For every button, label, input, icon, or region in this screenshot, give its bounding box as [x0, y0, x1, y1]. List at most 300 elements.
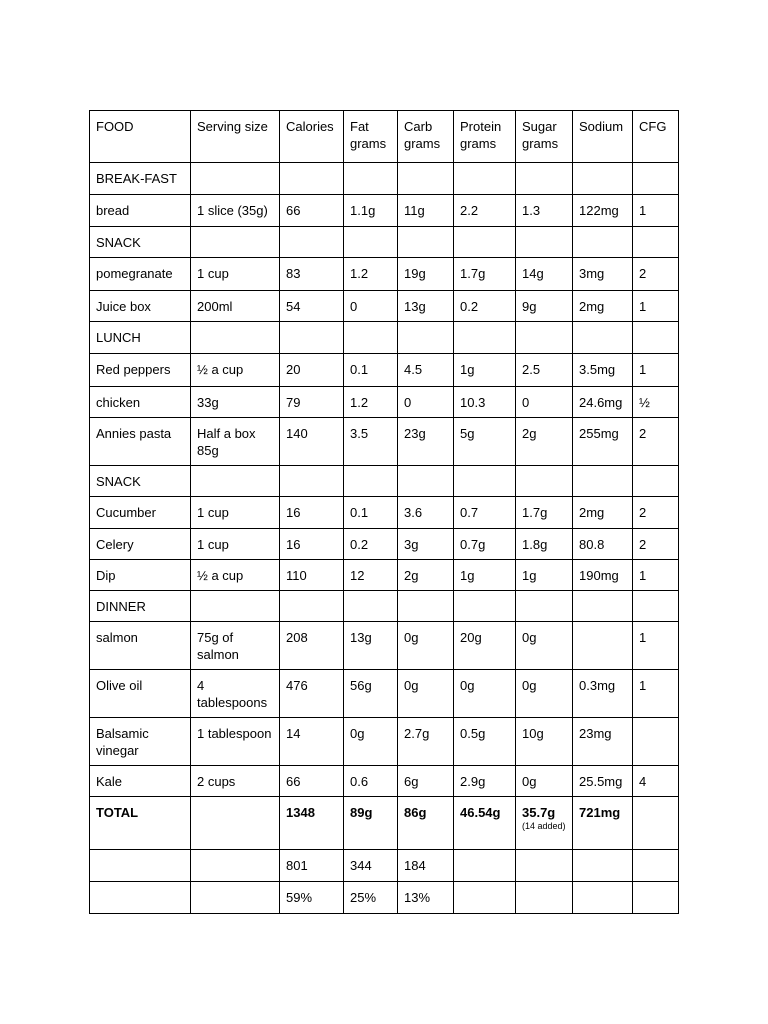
- table-row: [90, 497, 679, 529]
- cell-sugar-grams: [516, 418, 573, 466]
- cell-value: 1.1g: [350, 203, 376, 218]
- cell-value: 184: [404, 858, 426, 873]
- cell-protein-grams: [454, 622, 516, 670]
- header-calories: Calories: [280, 111, 344, 163]
- cell-fat-grams: [344, 718, 398, 766]
- cell-serving-size: [191, 882, 280, 914]
- cell-value: 0g: [522, 774, 537, 789]
- cell-fat-grams: [344, 195, 398, 227]
- cell-value: 4 tablespoons: [197, 678, 268, 710]
- cell-protein-grams: [454, 718, 516, 766]
- cell-cfg: [633, 466, 679, 497]
- cell-cfg: [633, 258, 679, 291]
- cell-fat-grams: [344, 882, 398, 914]
- cell-serving-size: [191, 718, 280, 766]
- cell-value: 4: [639, 774, 647, 789]
- cell-value: 200ml: [197, 299, 233, 314]
- cell-carb-grams: [398, 258, 454, 291]
- cell-food: [90, 850, 191, 882]
- table-row: [90, 622, 679, 670]
- cell-value: 1.2: [350, 395, 369, 410]
- cell-value: 66: [286, 774, 301, 789]
- cell-food: [90, 560, 191, 591]
- cell-value: 0.2: [460, 299, 479, 314]
- cell-sugar-grams: [516, 797, 573, 850]
- cell-sugar-grams: [516, 766, 573, 797]
- cell-carb-grams: [398, 322, 454, 354]
- cell-carb-grams: [398, 163, 454, 195]
- cell-fat-grams: [344, 227, 398, 258]
- cell-serving-size: [191, 670, 280, 718]
- cell-carb-grams: [398, 354, 454, 387]
- cell-value: 2: [639, 537, 647, 552]
- cell-value: 0: [350, 299, 358, 314]
- cell-protein-grams: [454, 258, 516, 291]
- cell-cfg: [633, 718, 679, 766]
- cell-serving-size: [191, 163, 280, 195]
- cell-value: 75g of salmon: [197, 630, 239, 662]
- cell-sodium: [573, 670, 633, 718]
- cell-food: [90, 718, 191, 766]
- cell-calories: [280, 797, 344, 850]
- cell-note: (14 added): [522, 821, 566, 831]
- cell-value: 344: [350, 858, 372, 873]
- cell-value: 1: [639, 568, 647, 583]
- table-row: [90, 354, 679, 387]
- cell-value: 1 tablespoon: [197, 726, 272, 741]
- cell-sugar-grams: [516, 258, 573, 291]
- cell-serving-size: [191, 258, 280, 291]
- cell-value: LUNCH: [96, 330, 141, 345]
- cell-fat-grams: [344, 850, 398, 882]
- cell-value: 0.3mg: [579, 678, 616, 693]
- cell-cfg: [633, 591, 679, 622]
- cell-protein-grams: [454, 797, 516, 850]
- cell-value: 208: [286, 630, 308, 645]
- cell-food: [90, 195, 191, 227]
- header-row: [90, 111, 679, 163]
- cell-value: 0g: [522, 678, 537, 693]
- table-row: [90, 718, 679, 766]
- cell-food: [90, 622, 191, 670]
- cell-protein-grams: [454, 591, 516, 622]
- cell-value: 46.54g: [460, 805, 501, 820]
- cell-value: 12: [350, 568, 365, 583]
- cell-value: 1g: [460, 362, 475, 377]
- cell-value: 1.2: [350, 266, 369, 281]
- food-log-table: [89, 110, 679, 914]
- cell-value: DINNER: [96, 599, 146, 614]
- cell-value: 11g: [404, 203, 425, 218]
- cell-serving-size: [191, 322, 280, 354]
- cell-protein-grams: [454, 850, 516, 882]
- cell-cfg: [633, 622, 679, 670]
- cell-serving-size: [191, 354, 280, 387]
- cell-value: 3.5: [350, 426, 369, 441]
- cell-sugar-grams: [516, 560, 573, 591]
- cell-value: 0.1: [350, 505, 369, 520]
- cell-food: [90, 418, 191, 466]
- cell-carb-grams: [398, 718, 454, 766]
- header-serving-size: Serving size: [191, 111, 280, 163]
- cell-value: 2.9g: [460, 774, 486, 789]
- cell-value: 25%: [350, 890, 377, 905]
- cell-value: 1348: [286, 805, 315, 820]
- cell-sodium: [573, 227, 633, 258]
- cell-value: Cucumber: [96, 505, 156, 520]
- cell-value: 1.8g: [522, 537, 548, 552]
- cell-value: 0.1: [350, 362, 369, 377]
- header-sodium: Sodium: [573, 111, 633, 163]
- cell-value: Balsamic vinegar: [96, 726, 149, 758]
- cell-fat-grams: [344, 291, 398, 322]
- cell-value: 0.2: [350, 537, 369, 552]
- cell-calories: [280, 670, 344, 718]
- cell-sodium: [573, 418, 633, 466]
- cell-sugar-grams: [516, 718, 573, 766]
- cell-value: 79: [286, 395, 301, 410]
- cell-value: 6g: [404, 774, 419, 789]
- cell-value: 1: [639, 299, 647, 314]
- cell-food: [90, 227, 191, 258]
- cell-value: 0.6: [350, 774, 369, 789]
- cell-value: 0g: [404, 678, 419, 693]
- cell-protein-grams: [454, 291, 516, 322]
- cell-carb-grams: [398, 591, 454, 622]
- cell-sodium: [573, 882, 633, 914]
- cell-value: 83: [286, 266, 301, 281]
- cell-food: [90, 529, 191, 560]
- cell-carb-grams: [398, 227, 454, 258]
- cell-sodium: [573, 322, 633, 354]
- cell-cfg: [633, 560, 679, 591]
- cell-value: 140: [286, 426, 308, 441]
- cell-sodium: [573, 560, 633, 591]
- cell-carb-grams: [398, 497, 454, 529]
- cell-cfg: [633, 322, 679, 354]
- table-row: [90, 195, 679, 227]
- cell-fat-grams: [344, 387, 398, 418]
- cell-value: 86g: [404, 805, 427, 820]
- cell-carb-grams: [398, 529, 454, 560]
- cell-carb-grams: [398, 560, 454, 591]
- cell-carb-grams: [398, 797, 454, 850]
- cell-value: Olive oil: [96, 678, 143, 693]
- cell-value: Half a box 85g: [197, 426, 256, 458]
- cell-sodium: [573, 497, 633, 529]
- cell-food: [90, 766, 191, 797]
- cell-sugar-grams: [516, 354, 573, 387]
- cell-value: 13%: [404, 890, 431, 905]
- cell-fat-grams: [344, 560, 398, 591]
- cell-value: 110: [286, 568, 307, 583]
- cell-value: 56g: [350, 678, 372, 693]
- cell-food: [90, 258, 191, 291]
- cell-value: 2g: [404, 568, 419, 583]
- cell-sodium: [573, 622, 633, 670]
- cell-value: 13g: [404, 299, 426, 314]
- cell-value: 2g: [522, 426, 537, 441]
- cell-sugar-grams: [516, 466, 573, 497]
- cell-sodium: [573, 766, 633, 797]
- cell-value: 1: [639, 362, 647, 377]
- cell-cfg: [633, 529, 679, 560]
- cell-value: 10g: [522, 726, 544, 741]
- cell-calories: [280, 354, 344, 387]
- cell-protein-grams: [454, 466, 516, 497]
- cell-serving-size: [191, 591, 280, 622]
- cell-serving-size: [191, 622, 280, 670]
- cell-value: 10.3: [460, 395, 486, 410]
- table-row: [90, 670, 679, 718]
- cell-value: Dip: [96, 568, 116, 583]
- cell-value: 23mg: [579, 726, 612, 741]
- cell-calories: [280, 195, 344, 227]
- cell-cfg: [633, 195, 679, 227]
- cell-value: 0: [522, 395, 530, 410]
- cell-cfg: [633, 766, 679, 797]
- cell-value: 0: [404, 395, 412, 410]
- cell-value: 3.5mg: [579, 362, 616, 377]
- cell-cfg: [633, 497, 679, 529]
- cell-value: 20g: [460, 630, 482, 645]
- cell-value: 19g: [404, 266, 426, 281]
- cell-value: 54: [286, 299, 301, 314]
- cell-serving-size: [191, 529, 280, 560]
- cell-value: 1.7g: [460, 266, 486, 281]
- table-row: [90, 882, 679, 914]
- cell-value: 1: [639, 630, 647, 645]
- cell-serving-size: [191, 227, 280, 258]
- cell-calories: [280, 529, 344, 560]
- table-row: [90, 227, 679, 258]
- cell-sodium: [573, 718, 633, 766]
- cell-sodium: [573, 195, 633, 227]
- cell-calories: [280, 322, 344, 354]
- cell-food: [90, 291, 191, 322]
- cell-value: ½ a cup: [197, 568, 244, 583]
- cell-cfg: [633, 797, 679, 850]
- cell-food: [90, 497, 191, 529]
- cell-carb-grams: [398, 850, 454, 882]
- cell-protein-grams: [454, 766, 516, 797]
- cell-value: 3.6: [404, 505, 423, 520]
- cell-value: 122mg: [579, 203, 619, 218]
- cell-serving-size: [191, 497, 280, 529]
- cell-serving-size: [191, 466, 280, 497]
- cell-value: 1g: [460, 568, 475, 583]
- cell-value: 33g: [197, 395, 219, 410]
- table-row: [90, 766, 679, 797]
- table-row: [90, 418, 679, 466]
- table-row: [90, 163, 679, 195]
- cell-food: [90, 163, 191, 195]
- cell-value: 1.3: [522, 203, 541, 218]
- cell-value: 59%: [286, 890, 313, 905]
- header-carb-grams: Carb grams: [398, 111, 454, 163]
- cell-food: [90, 591, 191, 622]
- cell-value: 1 cup: [197, 266, 229, 281]
- cell-value: 80.8: [579, 537, 605, 552]
- table-row: [90, 560, 679, 591]
- cell-value: 190mg: [579, 568, 619, 583]
- cell-carb-grams: [398, 766, 454, 797]
- cell-value: 0.7: [460, 505, 479, 520]
- cell-value: 2mg: [579, 299, 605, 314]
- cell-cfg: [633, 850, 679, 882]
- table-body: [90, 163, 679, 914]
- cell-sodium: [573, 163, 633, 195]
- cell-sugar-grams: [516, 163, 573, 195]
- cell-sugar-grams: [516, 622, 573, 670]
- cell-fat-grams: [344, 466, 398, 497]
- cell-value: 4.5: [404, 362, 423, 377]
- cell-sodium: [573, 797, 633, 850]
- cell-calories: [280, 882, 344, 914]
- cell-food: [90, 670, 191, 718]
- cell-value: chicken: [96, 395, 141, 410]
- cell-food: [90, 322, 191, 354]
- cell-sodium: [573, 591, 633, 622]
- cell-value: 25.5mg: [579, 774, 623, 789]
- cell-value: 20: [286, 362, 301, 377]
- cell-calories: [280, 291, 344, 322]
- table-row: [90, 387, 679, 418]
- cell-protein-grams: [454, 670, 516, 718]
- cell-sugar-grams: [516, 591, 573, 622]
- cell-sugar-grams: [516, 497, 573, 529]
- cell-cfg: [633, 670, 679, 718]
- cell-calories: [280, 387, 344, 418]
- cell-value: 1g: [522, 568, 537, 583]
- cell-cfg: [633, 387, 679, 418]
- cell-cfg: [633, 163, 679, 195]
- cell-fat-grams: [344, 258, 398, 291]
- cell-carb-grams: [398, 670, 454, 718]
- cell-value: 23g: [404, 426, 426, 441]
- cell-value: salmon: [96, 630, 138, 645]
- cell-value: 2: [639, 266, 647, 281]
- cell-value: 2.5: [522, 362, 541, 377]
- cell-value: 13g: [350, 630, 372, 645]
- cell-sodium: [573, 466, 633, 497]
- header-cfg: CFG: [633, 111, 679, 163]
- cell-calories: [280, 591, 344, 622]
- cell-protein-grams: [454, 497, 516, 529]
- cell-protein-grams: [454, 529, 516, 560]
- cell-value: 0g: [522, 630, 537, 645]
- cell-value: 1 cup: [197, 537, 229, 552]
- table-row: [90, 797, 679, 850]
- cell-value: 2 cups: [197, 774, 236, 789]
- cell-value: SNACK: [96, 235, 141, 250]
- cell-sodium: [573, 258, 633, 291]
- header-food: FOOD: [90, 111, 191, 163]
- cell-value: 1: [639, 678, 647, 693]
- cell-value: SNACK: [96, 474, 141, 489]
- cell-carb-grams: [398, 466, 454, 497]
- cell-value: 476: [286, 678, 308, 693]
- cell-cfg: [633, 354, 679, 387]
- header-protein-grams: Protein grams: [454, 111, 516, 163]
- cell-value: 0g: [404, 630, 419, 645]
- cell-food: [90, 387, 191, 418]
- cell-sugar-grams: [516, 529, 573, 560]
- header-fat-grams: Fat grams: [344, 111, 398, 163]
- table-row: [90, 529, 679, 560]
- cell-value: 2.2: [460, 203, 479, 218]
- cell-sugar-grams: [516, 850, 573, 882]
- cell-value: 14: [286, 726, 301, 741]
- cell-calories: [280, 497, 344, 529]
- cell-sodium: [573, 387, 633, 418]
- cell-calories: [280, 766, 344, 797]
- cell-value: ½ a cup: [197, 362, 244, 377]
- cell-value: bread: [96, 203, 130, 218]
- cell-fat-grams: [344, 797, 398, 850]
- table-row: [90, 466, 679, 497]
- cell-carb-grams: [398, 882, 454, 914]
- cell-serving-size: [191, 418, 280, 466]
- cell-calories: [280, 227, 344, 258]
- cell-value: 2mg: [579, 505, 605, 520]
- cell-sodium: [573, 850, 633, 882]
- cell-value: 255mg: [579, 426, 619, 441]
- cell-fat-grams: [344, 322, 398, 354]
- cell-protein-grams: [454, 882, 516, 914]
- cell-value: TOTAL: [96, 805, 139, 820]
- cell-calories: [280, 258, 344, 291]
- cell-sugar-grams: [516, 670, 573, 718]
- cell-fat-grams: [344, 497, 398, 529]
- cell-value: 5g: [460, 426, 475, 441]
- cell-sodium: [573, 529, 633, 560]
- cell-value: 1: [639, 203, 647, 218]
- table-row: [90, 591, 679, 622]
- cell-serving-size: [191, 797, 280, 850]
- cell-cfg: [633, 418, 679, 466]
- cell-sugar-grams: [516, 227, 573, 258]
- cell-carb-grams: [398, 387, 454, 418]
- cell-carb-grams: [398, 418, 454, 466]
- cell-sugar-grams: [516, 882, 573, 914]
- cell-food: [90, 354, 191, 387]
- cell-calories: [280, 850, 344, 882]
- cell-carb-grams: [398, 622, 454, 670]
- cell-fat-grams: [344, 529, 398, 560]
- cell-value: 1.7g: [522, 505, 548, 520]
- cell-calories: [280, 466, 344, 497]
- cell-protein-grams: [454, 418, 516, 466]
- cell-value: pomegranate: [96, 266, 173, 281]
- cell-fat-grams: [344, 354, 398, 387]
- cell-serving-size: [191, 766, 280, 797]
- cell-value: 16: [286, 505, 301, 520]
- cell-sugar-grams: [516, 291, 573, 322]
- cell-value: 1 cup: [197, 505, 229, 520]
- cell-value: 89g: [350, 805, 373, 820]
- table-row: [90, 322, 679, 354]
- cell-fat-grams: [344, 622, 398, 670]
- cell-calories: [280, 622, 344, 670]
- cell-value: 3mg: [579, 266, 605, 281]
- cell-value: 16: [286, 537, 301, 552]
- cell-value: 2: [639, 426, 647, 441]
- cell-sodium: [573, 354, 633, 387]
- cell-food: [90, 466, 191, 497]
- cell-serving-size: [191, 195, 280, 227]
- cell-value: 24.6mg: [579, 395, 623, 410]
